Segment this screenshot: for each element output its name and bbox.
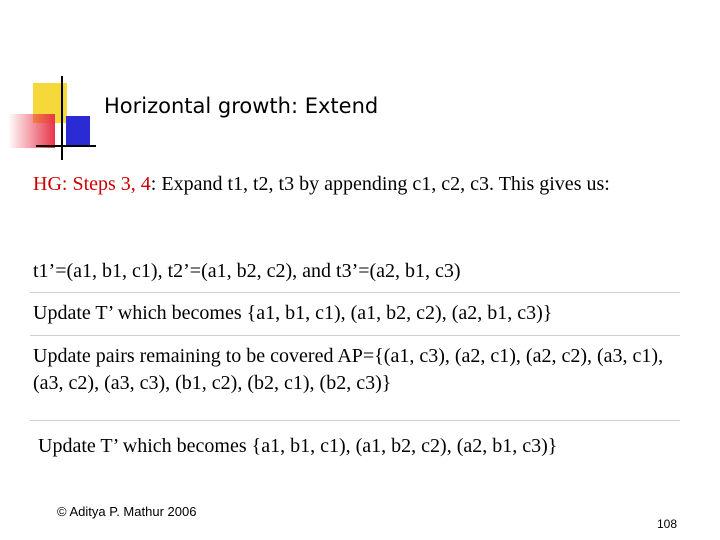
hg-steps-text: : Expand t1, t2, t3 by appending c1, c2, c3. This gives us: bbox=[150, 173, 610, 195]
paragraph-update-t: Update T’ which becomes {a1, b1, c1), (a1, b2, c2), (a2, b1, c3)} bbox=[33, 302, 553, 324]
paragraph-update-pairs: Update pairs remaining to be covered AP={(a1, c3), (a2, c1), (a2, c2), (a3, c1), (a3, c2), (a3, c3), (b1, c2), (b2, c1), (b2, c3)} bbox=[33, 345, 664, 394]
logo-yellow-square bbox=[33, 83, 67, 123]
divider bbox=[30, 335, 680, 336]
paragraph-update-t-repeat: Update T’ which becomes {a1, b1, c1), (a1, b2, c2), (a2, b1, c3)} bbox=[38, 435, 558, 457]
footer-copyright: © Aditya P. Mathur 2006 bbox=[57, 504, 197, 519]
page-number: 108 bbox=[656, 517, 677, 531]
divider bbox=[30, 420, 680, 421]
slide-logo-icon bbox=[0, 0, 720, 170]
logo-red-bar bbox=[8, 114, 55, 148]
paragraph-hg-steps bbox=[33, 171, 693, 198]
divider bbox=[30, 292, 680, 293]
paragraph-extended-tests: t1’=(a1, b1, c1), t2’=(a1, b2, c2), and t3’=(a2, b1, c3) bbox=[33, 260, 461, 282]
hg-label: HG: Steps 3, 4 bbox=[33, 173, 151, 195]
logo-blue-square bbox=[66, 116, 90, 146]
slide-title: Horizontal growth: Extend bbox=[104, 94, 379, 118]
